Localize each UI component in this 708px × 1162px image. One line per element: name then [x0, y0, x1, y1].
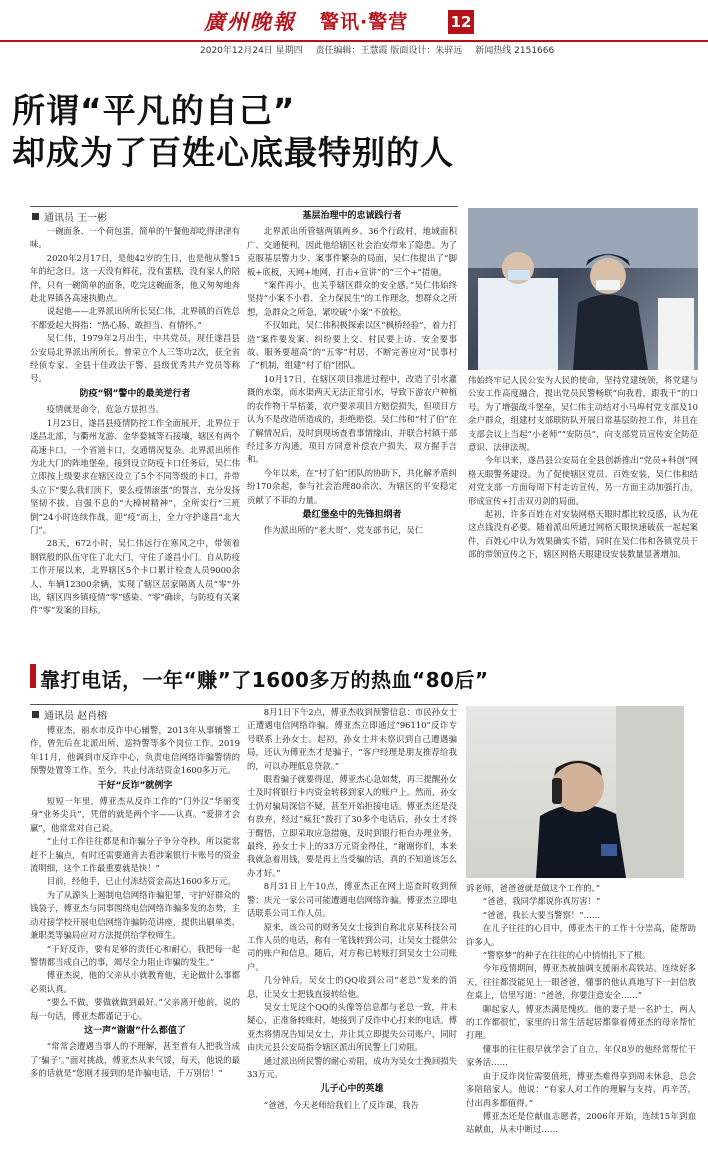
- paragraph: 伟始终牢记人民公安为人民的使命，坚持党建统领，将党建与公安工作高度融合，提出党员民警畅联“向我看，跟我干”的口号。为了增强战斗堡垒，吴仁伟主动结对小马埠村党支部及10余户群众，组建村支部联防队开展日常基层防控工作，并且在支部会议上当起“小老师”“安防员”，向支部党员宣传安全防范意识、法律法规。: [468, 375, 698, 453]
- story1-byline-rule: [30, 206, 458, 207]
- paragraph: 吴女士见这个QQ的头像等信息都与老总一致，并未疑心，正准备转账时，她接到了反诈中心打来的电话。傅亚杰将情况告知吴女士，并让其立即提失公司账户，同时由庆元县公安局指令辖区派出所民警上门劝阻。: [247, 1001, 457, 1053]
- paragraph: 傅亚杰，丽水市反诈中心辅警，2013年从事辅警工作，曾先后在北派出所、巡特警等多个岗位工作。2019年11月，他调到市反诈中心，负责电信网络诈骗警情的预警处置等工作。至今，共止付冻结资金1600多万元。: [30, 725, 240, 776]
- officer-on-phone-photo: [466, 706, 684, 878]
- paragraph: 傅亚杰说，他的父亲从小就教育他，无论做什么事都必须认真。: [30, 970, 240, 994]
- story2-headline: 靠打电话，一年“赚”了1600多万的热血“80后”: [40, 668, 489, 692]
- paragraph: 一碗面条、一个荷包蛋，简单的午餐他却吃得津津有味。: [30, 226, 240, 250]
- story2-byline: [32, 707, 107, 722]
- dateline-hotline: 新闻热线 2151666: [475, 46, 555, 56]
- subheading: 这一声“谢谢”什么都值了: [84, 1025, 186, 1036]
- story2-column-2: [247, 706, 457, 1156]
- story1-headline-line1: 所谓“平凡的自己”: [12, 91, 296, 130]
- dateline-editors: 责任编辑：王慧霞 版面设计：朱骍远: [315, 46, 463, 56]
- paragraph: 北界派出所管辖两镇两乡、36个行政村，地域面积广、交通便利，因此他给辖区社会治安带来了隐患。为了克服基层警力少、案事件繁杂的局面，吴仁伟提出了“脚板+底板，天网+地网，打击+宣讲”的“三个+”措施。: [247, 226, 457, 277]
- byline-square-icon: [32, 711, 39, 718]
- paragraph: 懂事的往往很早就学会了自立，年仅8岁的他经常帮忙干家务活……: [466, 1043, 696, 1068]
- paper-name: 廣州晚報: [204, 9, 296, 34]
- photo-illustration: [466, 706, 684, 878]
- story1-column-2: [247, 208, 457, 638]
- paragraph: 在儿子往往的心目中，傅亚杰干的工作十分崇高，能帮助许多人。: [466, 923, 696, 947]
- paragraph: “要么不做，要做就做到最好。”父亲离开他前，说的每一句话，傅亚杰都谨记于心。: [30, 997, 240, 1021]
- masthead-rule: [0, 40, 708, 42]
- story2-column-1: [30, 724, 240, 1156]
- paragraph: 目前，经他手，已止付冻结资金高达1600多万元。: [46, 876, 236, 887]
- paragraph: 由于反诈岗位需要值班，傅亚杰难得享到周末休息，总会多陪陪家人。他说：“有家人对工作的理解与支持，再辛苦，付出再多都值得。”: [466, 1070, 696, 1108]
- paragraph: 诉老师，爸爸爸就是做这个工作的。”: [466, 883, 601, 893]
- paragraph: “爸爸，我同学都说你真厉害！”: [482, 896, 601, 907]
- paragraph: 28天，672小时，吴仁伟远行在寒风之中，带领着钢铁般的队伍守住了北大门，守住了遂昌小门。自从防疫工作开展以来，北界辖区5个卡口累计检查人员9000余人、车辆12300余辆，实现了辖区居家隔离人员“零”外出，辖区四乡镇疫情“零”感染、“零”确诊，与防疫有关案件“零”发案的目标。: [30, 538, 240, 616]
- story2-byline-text: 通讯员 赵肖榕: [44, 711, 108, 722]
- paragraph: 疫情就是命令，危急方显担当。: [46, 404, 165, 415]
- subheading: 最红堡垒中的先锋担纲者: [302, 509, 402, 520]
- story1-column-1: [30, 225, 240, 637]
- paragraph: 吴仁伟，1979年2月出生，中共党员，现任遂昌县公安局北界派出所所长。曾荣立个人三等功2次，获全省经侦专家、全县十佳政法干警、县级优秀共产党员等称号。: [30, 333, 240, 384]
- story2-column-3: [466, 882, 696, 1156]
- paragraph: 8月31日上午10点，傅亚杰正在网上巡查时收到预警：庆元一家公司可能遭遇电信网络诈骗。傅亚杰立即电话联系公司工作人员。: [247, 881, 457, 919]
- headline-accent-bar: [30, 664, 36, 688]
- paragraph: 几分钟后，吴女士的QQ收到公司“老总”发来的消息，让吴女士把钱直接转给他。: [247, 975, 457, 999]
- paragraph: 说起他——北界派出所所长吴仁伟，北界镇的百姓总不都爱起大拇指：“热心肠、敢担当、有情怀。”: [30, 306, 240, 330]
- paragraph: “爸爸，今天老师给我们上了反诈课，我告: [263, 1099, 419, 1110]
- dateline: [200, 43, 564, 56]
- section-tag: 警讯·警营: [320, 11, 409, 33]
- paragraph: 起初，许多百姓在对安装网格天眼时都比较反感，认为花这点钱没有必要。随着派出所通过网格天眼快速破获一起起案件，百姓心中认为效果确实不错，同时在吴仁伟和各镇党员干部的带领宣传之下，辖区网格天眼建设安装数量显著增加。: [468, 509, 698, 560]
- paragraph: 不仅如此，吴仁伟积极探索以区“枫桥经验”，着力打造“案件要发案、纠纷要上交、村民要上访、安全要事故、服务要超高”的“五零”村居，不断完善应对“民事村了”机制，组建“村了伯”团队。: [247, 320, 457, 371]
- paragraph: “案件再小，也关乎辖区群众的安全感。”吴仁伟始终坚持“小案不小看、全力保民生”的工作理念，想群众之所想，急群众之所急，紧咬破“小案”不放松。: [247, 280, 457, 317]
- paragraph: “干好反诈，要有足够的责任心和耐心，我把每一起警情都当成自己的事，竭尽全力阻止诈骗的发生。”: [30, 943, 240, 967]
- paragraph: 通过派出所民警的耐心劝阻，成功为吴女士挽回损失33万元。: [247, 1055, 457, 1079]
- paragraph: 今年以来，在“村了伯”团队的协助下，共化解矛盾纠纷170余起，参与社会治理80余次，为辖区的平安稳定贡献了不菲的力量。: [247, 467, 457, 505]
- subheading: 干好“反诈”就例字: [97, 780, 173, 791]
- subheading: 儿子心中的英雄: [320, 1084, 384, 1095]
- paragraph: 今年疫情期间，傅亚杰被抽调支援丽水高铁站。连续好多天，往往都没能见上一眼爸爸，懂事的他认真地写下一封信放在桌上，信里写道：“爸爸，你要注意安全……”: [466, 963, 696, 1001]
- paragraph: “警察梦”的种子在往往的心中悄悄扎下了根。: [482, 950, 651, 961]
- page-number: 12: [448, 10, 474, 34]
- paragraph: 短短一年里，傅亚杰从反诈工作的“门外汉”华丽变身“业务尖兵”，凭借的就是两个字——认真。“爱拼才会赢”，他常常对自己说。: [30, 796, 240, 833]
- paragraph: 作为派出所的“老大哥”、党支部书记，吴仁: [263, 525, 424, 536]
- paragraph: 傅亚杰还是位献血志愿者，2006年开始，连续15年到血站献血，从未中断过……: [466, 1110, 696, 1135]
- story1-headline-line2: 却成为了百姓心底最特别的人: [12, 133, 454, 172]
- paragraph: “止付工作往往都是和诈骗分子争分夺秒。所以能常赶不上骗点，有时还需要通宵去看涉案银行卡账号的资金流明细，这个工作最重要就是快！”: [30, 836, 240, 874]
- subheading: 基层治理中的忠诚践行者: [302, 211, 402, 221]
- story1-headline: [12, 90, 454, 174]
- paragraph: “常常会遭遇当事人的不理解，甚至普有人把我当成了‘骗子’。”面对挑战，傅亚杰从来气馁，每天，他说的最多的话就是“您刚才接到的是诈骗电话，千万别信！”: [30, 1041, 240, 1079]
- story2-byline-rule: [30, 704, 458, 705]
- paragraph: 8月1日下午2点，傅亚杰收到预警信息：市民孙女士正遭遇电信网络诈骗。傅亚杰立即通过“96110”反诈专号联系上孙女士。起初，孙女士并未察识到自己遭遇骗局，还认为傅亚杰才是骗子，“客户经理是朋友推荐给我的，可以办理低息贷款。”: [247, 707, 457, 771]
- paragraph: 眼看骗子就要得逞，傅亚杰心急如焚，再三提醒孙女士及时将银行卡内资金转移到家人的账户上。然而，孙女士仍对骗局深信不疑，甚至开始拒接电话。傅亚杰还是没有放弃，经过“疯狂”拨打了30多个电话后，孙女士才终于醒悟，立即采取应急措施，及时到银行柜台办理业务。最终，孙女士卡上的33万元资金得住，“谢谢你们，本来我就急着用钱，要是再上当受骗的话，真的不知道该怎么办才好。”: [247, 774, 457, 878]
- police-officer-photo: [468, 208, 698, 370]
- story1-byline-text: 通讯员 王一彬: [44, 213, 108, 224]
- paragraph: 10月17日，在辖区项目推进过程中，改造了引水灌溉的水渠，而水渠两天无法正常引水，导致下游农户种植的农作物干旱枯萎，农户要求项目方赔偿损失，但项目方认为不是改造所造成的，拒绝赔偿。吴仁伟和“村了伯”在了解情况后，及时到现场查看事情缘由，并联合村镇干部经过多方沟通，项目方同意补偿农户损失，双方握手言和。: [247, 373, 457, 465]
- subheading: 防疫“钢”警中的最美逆行者: [79, 388, 191, 399]
- paragraph: 2020年2月17日，是他42岁的生日，也是他从警15年的纪念日。这一天没有鲜花，没有蛋糕，没有家人的陪伴，只有一碗简单的面条，吃完这碗面条，他又匆匆地奔赴北界镇各高速执勤点。: [30, 252, 240, 304]
- story1-byline: [32, 209, 107, 224]
- paragraph: 为了从源头上遏制电信网络诈骗犯罪，守护好群众的钱袋子，傅亚杰与同事围绕电信网络诈骗多发的态势，主动对接学校开展电信网络诈骗防范讲座，提供出刷单类、兼职类等骗局应对方法提供给学校师生。: [30, 889, 240, 941]
- paragraph: 原来，该公司的财务吴女士接到自称北京某科技公司工作人员的电话，称有一笔钱转到公司，让吴女士提供公司的账户和信息。随后，对方称已转账打到吴女士公司账户。: [247, 921, 457, 972]
- photo-illustration: [468, 208, 698, 370]
- story1-column-3: [468, 374, 698, 638]
- paragraph: 1月23日，遂昌县疫情防控工作全面展开，北界位于遂昌北部，与衢州龙游、金华婺城等石接壤，辖区有两个高速卡口，一个省道卡口，交通情况复杂。北界派出所作为北大门的阵地堡垒，接到设立防疫卡口任务后，吴仁伟立即按上级要求在辖区设立了5个不同等级的卡口，并带头立下“要么我们顶下，要么疫情滚蛋”的誓言，充分发扬坚韧不拔、自强不息的“大樟树精神”，全所实行“三班倒”24小时连续作战，迎“疫”而上，全力守护遂昌“北大门”。: [30, 417, 240, 535]
- paragraph: 聊起家人，傅亚杰满是愧疚。他的妻子是一名护士，两人的工作都很忙，家里的日常生活起居都靠着傅亚杰的母亲帮忙打理。: [466, 1003, 696, 1041]
- paragraph: 今年以来，遂昌县公安局在全县创新推出“党员+科创”网格天眼警务建设。为了促使辖区党员、百姓安装，吴仁伟和结对党支部一方面每周下村走访宣传，另一方面主动加强打击，形成宣传+打击双刃剑的局面。: [468, 455, 698, 506]
- dateline-date: 2020年12月24日 星期四: [200, 46, 303, 56]
- paragraph: “爸爸，我长大要当警察！”……: [482, 909, 601, 920]
- byline-square-icon: [32, 213, 39, 220]
- masthead: [200, 6, 700, 38]
